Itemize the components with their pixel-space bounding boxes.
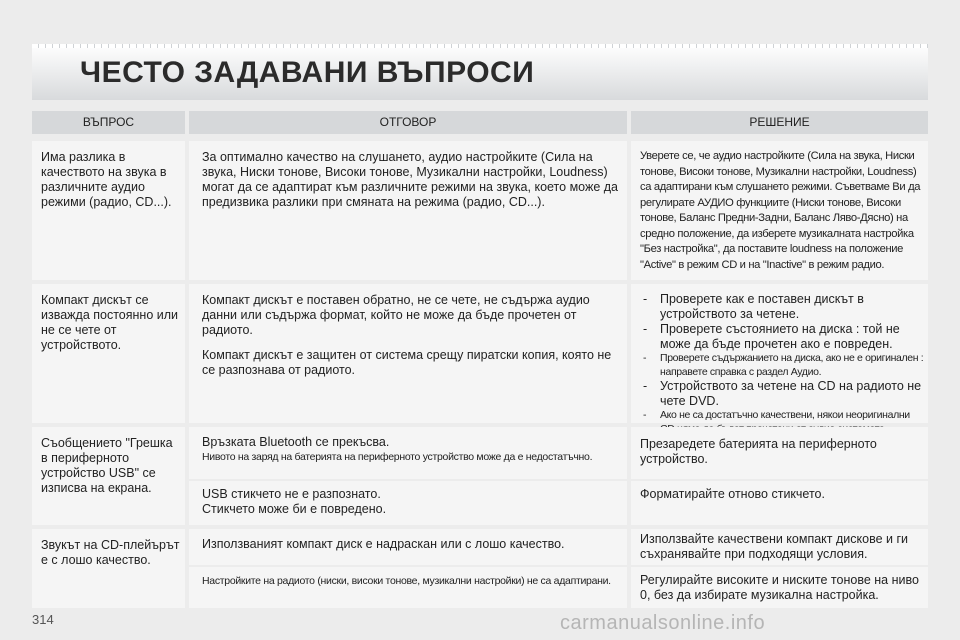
row3-answer-b-text: USB стикчето не е разпознато. Стикчето може би е повредено. (202, 487, 387, 516)
row4-question (32, 529, 185, 608)
row3-question (32, 427, 185, 525)
row4-answer-a (189, 529, 627, 565)
row4-solution-a-text: Използвайте качествени компакт дискове и ги съхранявайте при подходящи условия. (640, 532, 908, 561)
row4-solution-b (631, 567, 928, 608)
row2-answer-text-1: Компакт дискът е поставен обратно, не се чете, не съдържа аудио данни или съдържа формат, който не може да бъде прочетен от радиото. (202, 293, 590, 337)
page-title: ЧЕСТО ЗАДАВАНИ ВЪПРОСИ (80, 56, 535, 89)
header-answer: ОТГОВОР (189, 111, 627, 134)
row3-answer-a1-text: Връзката Bluetooth се прекъсва. (202, 435, 390, 449)
row3-question-text: Съобщението "Грешка в периферното устройство USB" се изписва на екрана. (41, 436, 173, 495)
row2-solution-item: - Устройството за четене на CD на радиото не чете DVD. (640, 379, 924, 409)
row4-answer-a-text: Използваният компакт диск е надраскан или с лошо качество. (202, 537, 565, 551)
row3-solution-b-text: Форматирайте отново стикчето. (640, 487, 825, 501)
row4-answer-b (189, 567, 627, 608)
row2-solution (631, 284, 928, 423)
header-solution: РЕШЕНИЕ (631, 111, 928, 134)
row4-answer-b-text: Настройките на радиото (ниски, високи тонове, музикални настройки) не са адаптирани. (202, 575, 611, 587)
row1-solution (631, 141, 928, 280)
watermark: carmanualsonline.info (560, 612, 766, 634)
row3-answer-b (189, 481, 627, 525)
row1-question (32, 141, 185, 280)
banner-stripe (32, 44, 928, 48)
row2-solution-item: - Проверете съдържанието на диска, ако не е оригинален : направете справка с раздел Аудио. (640, 352, 924, 379)
row2-solution-item: - Проверете как е поставен дискът в устройството за четене. (640, 292, 924, 322)
row1-answer (189, 141, 627, 280)
row3-solution-a-text: Презаредете батерията на периферното устройство. (640, 437, 877, 466)
row3-answer-a2-text: Нивото на заряд на батерията на периферното устройство може да е недостатъчно. (202, 451, 593, 463)
row2-solution-item: - Проверете състоянието на диска : той не може да бъде прочетен ако е повреден. (640, 322, 924, 352)
row4-solution-b-text: Регулирайте високите и ниските тонове на ниво 0, без да избирате музикална настройка. (640, 573, 919, 602)
row1-question-text: Има разлика в качеството на звука в различните аудио режими (радио, CD...). (41, 150, 172, 209)
row1-answer-text: За оптимално качество на слушането, аудио настройките (Сила на звука, Ниски тонове, Високи тонове, Музикални настройки, Loudness) могат да се адаптират към различните режими на звука, което може да предизвика разлики при смяната на режима (радио, CD...). (202, 150, 619, 209)
row3-solution-b (631, 481, 928, 525)
row2-solution-list (640, 292, 924, 436)
row2-solution-item: - Ако не са достатъчно качествени, някои неоригинални (640, 409, 924, 436)
row2-question (32, 284, 185, 423)
row4-solution-a (631, 529, 928, 565)
row4-question-text: Звукът на CD-плейърът е с лошо качество. (41, 538, 180, 567)
row3-answer-a (189, 427, 627, 479)
header-question: ВЪПРОС (32, 111, 185, 134)
row2-answer-text-2: Компакт дискът е защитен от система срещу пиратски копия, която не се разпознава от радиото. (202, 348, 612, 377)
row2-answer (189, 284, 627, 423)
row1-solution-text: Уверете се, че аудио настройките (Сила на звука, Ниски тонове, Високи тонове, Музикални настройки, Loudness) са адаптирани към слушането режими. Съветваме Ви да регулирате АУДИО функциите (Ниски тонове, Високи тонове, Баланс Предни-Задни, Баланс Ляво-Дясно) на средно положение, да изберете музикалната настройка "Без настройка", да поставите loudness на положение "Active" в режим CD и на "Inactive" в режим радио. (640, 150, 921, 271)
page-number: 314 (32, 612, 54, 627)
row2-question-text: Компакт дискът се изважда постоянно или не се чете от устройството. (41, 293, 179, 352)
row3-solution-a (631, 427, 928, 479)
